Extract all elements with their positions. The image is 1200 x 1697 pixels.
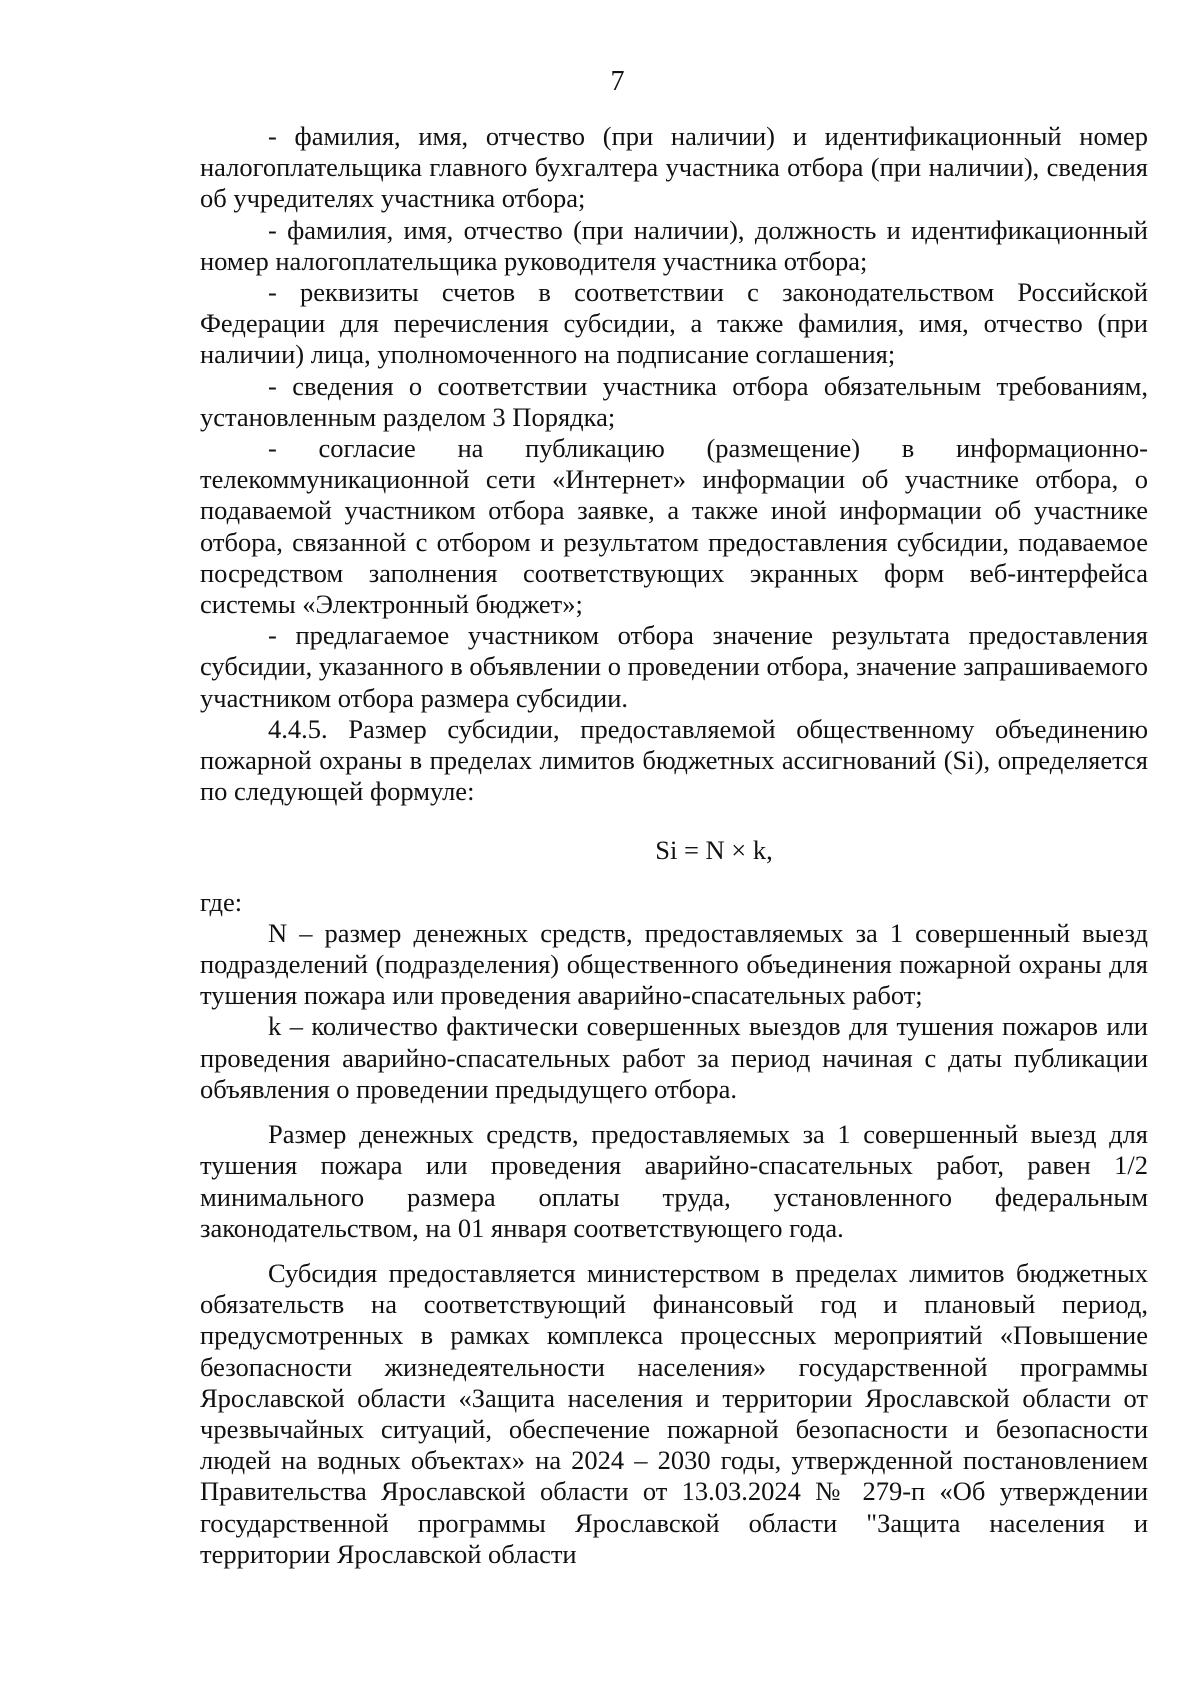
where-label: где: <box>200 886 243 917</box>
list-item-head-info: - фамилия, имя, отчество (при наличии), должность и идентификационный номер налогоплательщика руководителя участника отбора; <box>200 214 1148 276</box>
definition-k: k – количество фактически совершенных выездов для тушения пожаров или проведения аварийно-спасательных работ за период начиная с даты публикации объявления о проведении предыдущего отбора. <box>200 1011 1148 1104</box>
definition-n: N – размер денежных средств, предоставляемых за 1 совершенный выезд подразделений (подразделения) общественного объединения пожарной охраны для тушения пожара или проведения аварийно-спасательных работ; <box>200 917 1148 1011</box>
document-body <box>200 121 1148 1570</box>
list-item-chief-accountant: - фамилия, имя, отчество (при наличии) и идентификационный номер налогоплательщика главного бухгалтера участника отбора (при наличии), сведения об учредителях участника отбора; <box>200 121 1148 214</box>
list-item-publication-consent: - согласие на публикацию (размещение) в информационно-телекоммуникационной сети «Интернет» информации об участнике отбора, о подаваемой участником отбора заявке, а также иной информации об участнике отбора, связанной с отбором и результатом предоставления субсидии, подаваемое посредством заполнения соответствующих экранных форм веб-интерфейса системы «Электронный бюджет»; <box>200 433 1148 620</box>
list-item-bank-details: - реквизиты счетов в соответствии с законодательством Российской Федерации для перечисления субсидии, а также фамилия, имя, отчество (при наличии) лица, уполномоченного на подписание соглашения; <box>200 277 1148 370</box>
list-item-requirements: - сведения о соответствии участника отбора обязательным требованиям, установленным разделом 3 Порядка; <box>200 370 1148 432</box>
page-number: 7 <box>610 66 625 97</box>
paragraph-funds-amount: Размер денежных средств, предоставляемых за 1 совершенный выезд для тушения пожара или проведения аварийно-спасательных работ, равен 1/2 минимального размера оплаты труда, установленного федеральным законодательством, на 01 января соответствующего года. <box>200 1119 1148 1243</box>
list-item-proposed-result: - предлагаемое участником отбора значение результата предоставления субсидии, указанного в объявлении о проведении отбора, значение запрашиваемого участником отбора размера субсидии. <box>200 620 1148 713</box>
clause-4-4-5: 4.4.5. Размер субсидии, предоставляемой общественному объединению пожарной охраны в пределах лимитов бюджетных ассигнований (Si), определяется по следующей формуле: <box>200 713 1148 807</box>
subsidy-formula: Si = N × k, <box>655 835 773 866</box>
paragraph-subsidy-provision: Субсидия предоставляется министерством в пределах лимитов бюджетных обязательств на соответствующий финансовый год и плановый период, предусмотренных в рамках комплекса процессных мероприятий «Повышение безопасности жизнедеятельности населения» государственной программы Ярославской области «Защита населения и территории Ярославской области от чрезвычайных ситуаций, обеспечение пожарной безопасности и безопасности людей на водных объектах» на 2024 – 2030 годы, утвержденной постановлением Правительства Ярославской области от 13.03.2024 № 279-п «Об утверждении государственной программы Ярославской области "Защита населения и территории Ярославской области <box>200 1257 1148 1569</box>
